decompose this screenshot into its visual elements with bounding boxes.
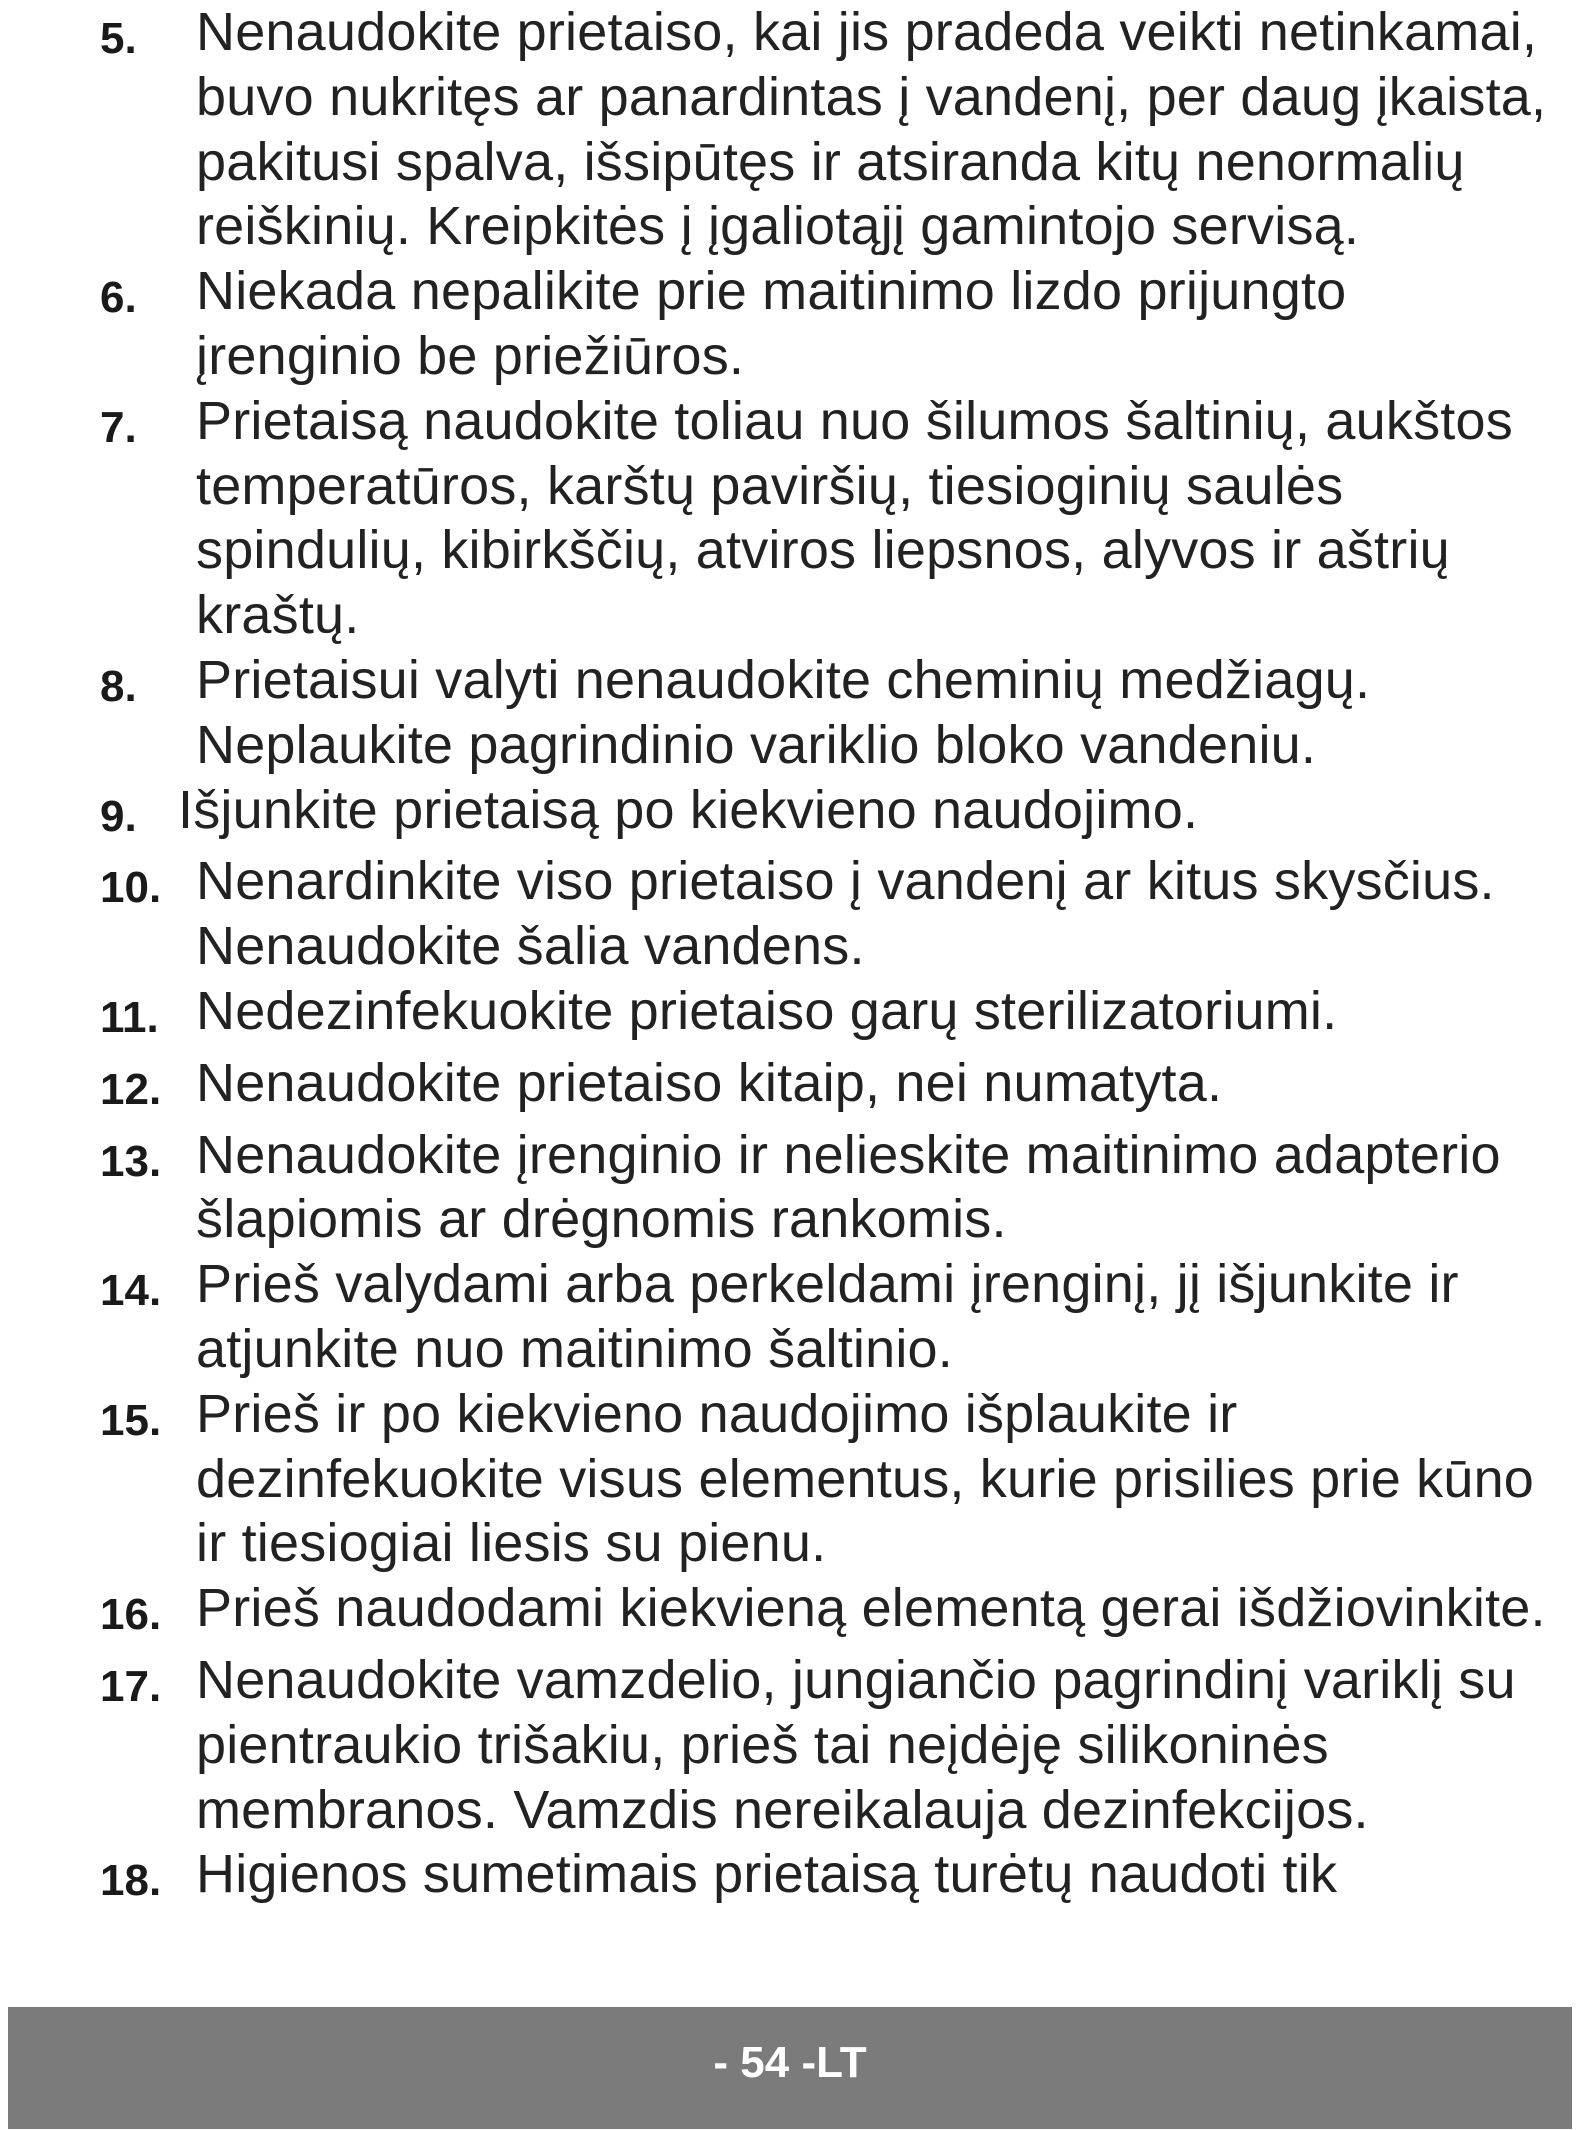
list-item [100,1123,1560,1253]
item-number: 15. [100,1395,162,1445]
item-number: 12. [100,1064,162,1114]
item-text: Prietaisą naudokite toliau nuo šilumos šaltinių, aukštos temperatūros, karštų paviršių, tiesioginių saulės spindulių, kibirkščių, atviros liepsnos, alyvos ir aštrių kraštų. [196,390,1513,646]
list-item [100,648,1560,778]
list-item [100,979,1560,1051]
item-number: 13. [100,1136,162,1186]
item-number: 14. [100,1266,162,1316]
list-item [100,1648,1560,1842]
list-item [100,849,1560,979]
page-number: - 54 -LT [713,2038,867,2087]
list-item [100,0,1560,259]
item-text: Išjunkite prietaisą po kiekvieno naudojimo. [178,779,1199,840]
item-text: Nenaudokite prietaiso kitaip, nei numatyta. [196,1052,1223,1113]
list-item [100,778,1560,850]
list-item [100,1051,1560,1123]
item-text: Prieš naudodami kiekvieną elementą gerai išdžiovinkite. [196,1578,1546,1639]
item-number: 16. [100,1590,162,1640]
list-item [100,1382,1560,1576]
item-text: Prieš ir po kiekvieno naudojimo išplaukite ir dezinfekuokite visus elementus, kurie prisilies prie kūno ir tiesiogiai liesis su pienu. [196,1383,1535,1574]
page-footer [8,2007,1572,2129]
item-text: Nenaudokite prietaiso, kai jis pradeda veikti netinkamai, buvo nukritęs ar panardintas į vandenį, per daug įkaista, pakitusi spalva, išsipūtęs ir atsiranda kitų nenormalių reiškinių. Kreipkitės į įgaliotąjį gamintojo servisą. [196,2,1547,257]
item-number: 18. [100,1856,162,1906]
item-number: 11. [100,992,159,1042]
item-number: 8. [100,661,137,711]
list-item [100,389,1560,648]
item-text: Niekada nepalikite prie maitinimo lizdo prijungto įrenginio be priežiūros. [196,261,1347,386]
list-item [100,1252,1560,1382]
item-text: Prieš valydami arba perkeldami įrenginį, jį išjunkite ir atjunkite nuo maitinimo šaltinio. [196,1254,1459,1379]
item-number: 9. [100,791,137,841]
item-number: 17. [100,1661,162,1711]
item-number: 7. [100,402,137,452]
item-text: Prietaisui valyti nenaudokite cheminių medžiagų. Neplaukite pagrindinio variklio bloko vandeniu. [196,649,1371,775]
item-number: 5. [100,14,137,63]
item-number: 6. [100,273,137,323]
item-number: 10. [100,863,162,913]
item-text: Nenaudokite įrenginio ir nelieskite maitinimo adapterio šlapiomis ar drėgnomis rankomis. [196,1124,1501,1250]
list-item [100,1842,1560,1914]
item-text: Nedezinfekuokite prietaiso garų sterilizatoriumi. [196,980,1338,1041]
safety-instructions-list [100,0,1560,1914]
list-item [100,259,1560,389]
item-text: Nenardinkite viso prietaiso į vandenį ar kitus skysčius. Nenaudokite šalia vandens. [196,851,1495,977]
item-text: Nenaudokite vamzdelio, jungiančio pagrindinį variklį su pientraukio trišakiu, prieš tai neįdėję silikoninės membranos. Vamzdis nereikalauja dezinfekcijos. [196,1649,1516,1840]
item-text: Higienos sumetimais prietaisą turėtų naudoti tik [196,1844,1338,1905]
list-item [100,1576,1560,1648]
